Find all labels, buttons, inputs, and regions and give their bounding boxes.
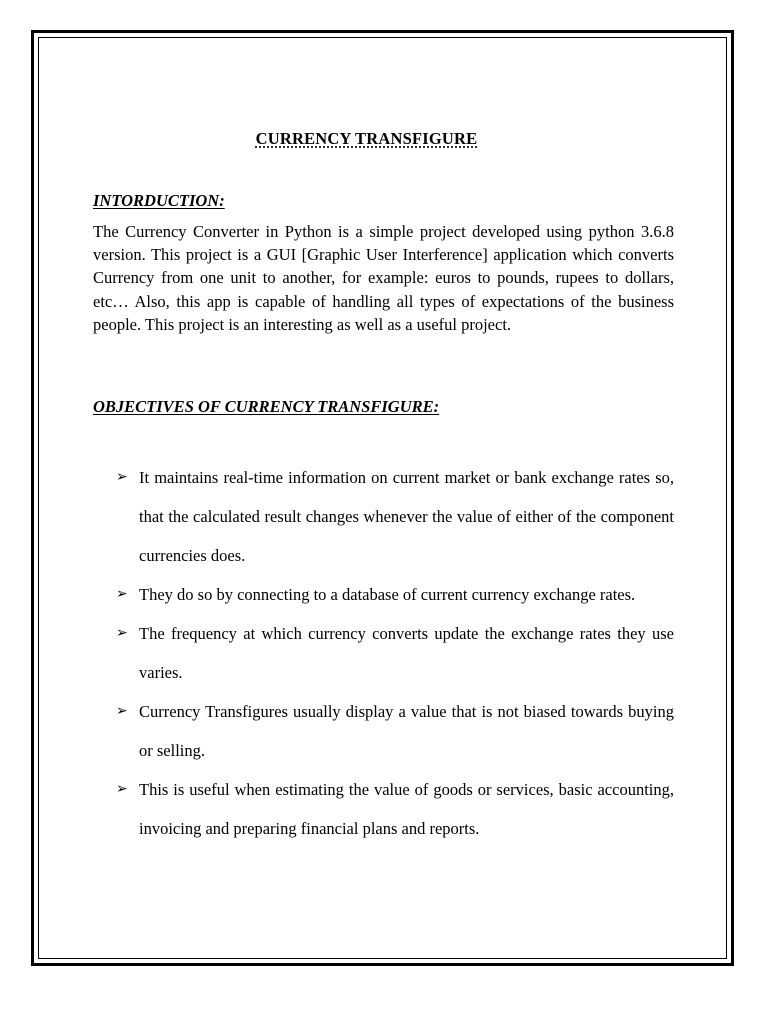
introduction-paragraph: The Currency Converter in Python is a simple project developed using python 3.6.8 version. This project is a GUI [Graphic User Interference] application which converts Currency from one unit to another, for example: euros to pounds, rupees to dollars, etc… Also, this app is capable of handling all types of expectations of the business people. This project is an interesting as well as a useful project. — [93, 222, 674, 334]
objective-item — [93, 458, 674, 575]
objective-text: It maintains real-time information on current market or bank exchange rates so, that the calculated result changes whenever the value of either of the component currencies does. — [139, 468, 674, 565]
arrow-bullet-icon: ➢ — [116, 625, 128, 641]
arrow-bullet-icon: ➢ — [116, 781, 128, 797]
objective-item — [93, 770, 674, 848]
arrow-bullet-icon: ➢ — [116, 469, 128, 485]
objective-text: They do so by connecting to a database of current currency exchange rates. — [139, 585, 636, 604]
objectives-heading: OBJECTIVES OF CURRENCY TRANSFIGURE: — [93, 397, 440, 416]
arrow-bullet-icon: ➢ — [116, 703, 128, 719]
introduction-heading: INTORDUCTION: — [93, 191, 225, 210]
objective-item — [93, 692, 674, 770]
objective-text: The frequency at which currency converts update the exchange rates they use varies. — [139, 624, 674, 682]
objectives-list — [93, 458, 674, 848]
objective-text: Currency Transfigures usually display a value that is not biased towards buying or selling. — [139, 702, 674, 760]
objective-item — [93, 614, 674, 692]
objective-text: This is useful when estimating the value of goods or services, basic accounting, invoicing and preparing financial plans and reports. — [139, 780, 674, 838]
objective-item — [93, 575, 674, 614]
document-title: CURRENCY TRANSFIGURE — [255, 129, 478, 148]
arrow-bullet-icon: ➢ — [116, 586, 128, 602]
